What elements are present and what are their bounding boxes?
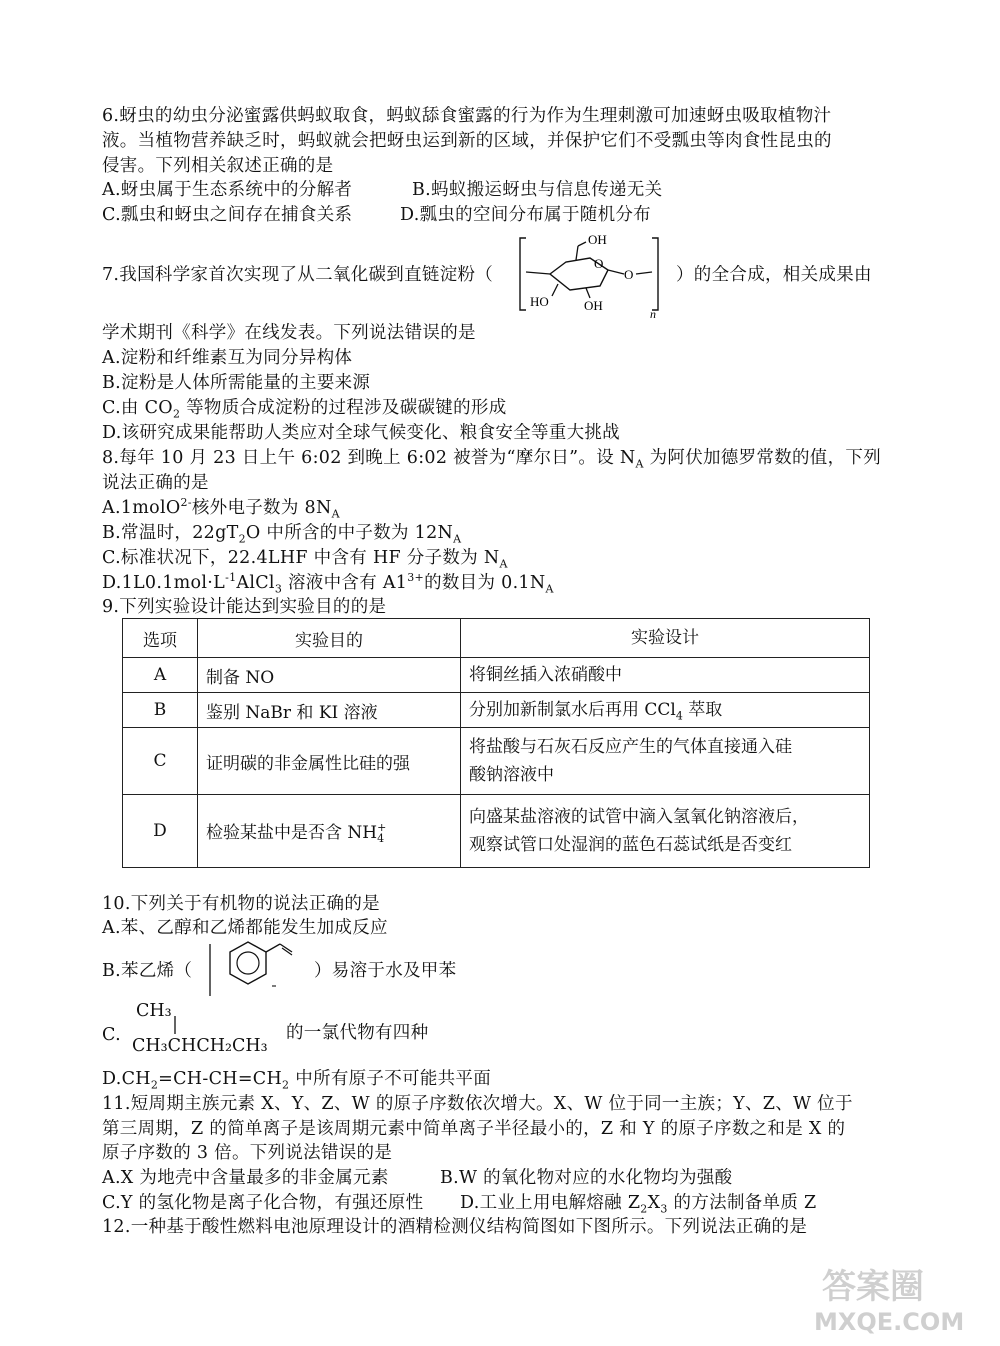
watermark-logo	[808, 1256, 978, 1336]
row-d-key: D	[123, 795, 198, 868]
oh-top-label: OH	[588, 232, 607, 247]
q10-option-d: $D.CH_2=CH-CH=CH_2$ 中所有原子不可能共平面	[102, 1069, 492, 1092]
q11-option-a: A.X 为地壳中含量最多的非金属元素	[102, 1168, 389, 1188]
row-b-design: 分别加新制氯水后再用 CCl$_4$ 萃取	[461, 693, 870, 728]
table-row	[123, 658, 870, 693]
header-goal: 实验目的	[198, 619, 461, 658]
q6-line-1: 6.蚜虫的幼虫分泌蜜露供蚂蚁取食，蚂蚁舔食蜜露的行为作为生理刺激可加速蚜虫吸取植物汁	[102, 106, 832, 126]
q7-option-c: C.由 $CO_2$ 等物质合成淀粉的过程涉及碳碳键的形成	[102, 398, 507, 421]
isopentane-ch3: CH₃	[136, 1001, 172, 1021]
q11-option-b: B.W 的氧化物对应的水化物均为强酸	[440, 1168, 733, 1188]
oh-right-label: OH	[584, 298, 603, 313]
q10-stem: 10.下列关于有机物的说法正确的是	[102, 894, 380, 914]
q11-line-3: 原子序数的 3 倍。下列说法错误的是	[102, 1143, 393, 1163]
row-d-goal: 检验某盐中是否含 NH + 4	[198, 795, 461, 868]
q8-line-2: 说法正确的是	[102, 473, 209, 493]
link-o-label: O	[624, 267, 634, 282]
q7-stem-before: 7.我国科学家首次实现了从二氧化碳到直链淀粉（	[102, 265, 494, 285]
table-row	[123, 795, 870, 868]
q8-option-c: C.标准状况下，22.4LHF 中含有 HF 分子数为 $N_A$	[102, 548, 508, 571]
row-c-goal: 证明碳的非金属性比硅的强	[198, 728, 461, 795]
q11-line-1: 11.短周期主族元素 X、Y、Z、W 的原子序数依次增大。X、W 位于同一主族；Y、Z、W 位于	[102, 1094, 853, 1114]
experiment-table	[122, 618, 870, 868]
watermark-bottom-text: MXQE.COM	[814, 1308, 965, 1336]
isopentane-bond	[170, 1016, 180, 1034]
ho-left-label: HO	[530, 294, 549, 309]
row-a-goal: 制备 NO	[198, 658, 461, 693]
row-a-key: A	[123, 658, 198, 693]
q8-option-d: $D.1L0.1mol\cdot L^{-1}AlCl_3$ 溶液中含有 $A1^{3+}$的数目为 $0.1N_A$	[102, 571, 554, 596]
q9-stem: 9.下列实验设计能达到实验目的的是	[102, 597, 387, 617]
table-row	[123, 693, 870, 728]
row-a-design: 将铜丝插入浓硝酸中	[461, 658, 870, 693]
isopentane-chain: CH₃CHCH₂CH₃	[132, 1036, 268, 1056]
q7-option-d: D.该研究成果能帮助人类应对全球气候变化、粮食安全等重大挑战	[102, 423, 620, 443]
header-option: 选项	[123, 619, 198, 658]
q6-option-b: B.蚂蚁搬运蚜虫与信息传递无关	[412, 180, 663, 200]
q7-option-a: A.淀粉和纤维素互为同分异构体	[102, 348, 353, 368]
q12-stem: 12.一种基于酸性燃料电池原理设计的酒精检测仪结构简图如下图所示。下列说法正确的是	[102, 1217, 808, 1237]
q10-option-a: A.苯、乙醇和乙烯都能发生加成反应	[102, 918, 388, 938]
q10-option-c-post: 的一氯代物有四种	[286, 1023, 429, 1043]
styrene-structure-diagram	[196, 938, 306, 1002]
header-design: 实验设计	[461, 619, 870, 658]
q8-option-b: B.常温时，$22gT_2O$ 中所含的中子数为 $12N_A$	[102, 523, 462, 546]
q10-option-b-pre: B.苯乙烯（	[102, 961, 193, 981]
ring-o-label: O	[594, 256, 604, 271]
q11-line-2: 第三周期，Z 的简单离子是该周期元素中简单离子半径最小的，Z 和 Y 的原子序数之和是 X 的	[102, 1119, 846, 1139]
starch-structure-diagram	[516, 228, 664, 320]
q8-line-1: 8.每年 10 月 23 日上午 6:02 到晚上 6:02 被誉为“摩尔日”。设 $N_A$ 为阿伏加德罗常数的值，下列	[102, 448, 882, 471]
q6-option-a: A.蚜虫属于生态系统中的分解者	[102, 180, 353, 200]
q10-option-c-label: C.	[102, 1025, 121, 1045]
repeat-n-label: n	[650, 307, 656, 320]
watermark-top-text: 答案圈	[822, 1267, 924, 1307]
table-header-row	[123, 619, 870, 658]
q8-option-a: A.1molO$^{2-}$核外电子数为 $8N_A$	[102, 496, 340, 521]
q7-stem-after: ）的全合成，相关成果由	[676, 265, 872, 285]
row-c-key: C	[123, 728, 198, 795]
table-row	[123, 728, 870, 795]
q11-option-c: C.Y 的氢化物是离子化合物，有强还原性	[102, 1193, 424, 1213]
q7-option-b: B.淀粉是人体所需能量的主要来源	[102, 373, 371, 393]
q6-option-d: D.瓢虫的空间分布属于随机分布	[400, 205, 651, 225]
q6-line-3: 侵害。下列相关叙述正确的是	[102, 156, 334, 176]
row-c-design: 将盐酸与石灰石反应产生的气体直接通入硅 酸钠溶液中	[461, 728, 870, 795]
q11-option-d: D.工业上用电解熔融 $Z_2X_3$ 的方法制备单质 Z	[460, 1193, 817, 1216]
row-b-goal: 鉴别 NaBr 和 KI 溶液	[198, 693, 461, 728]
q7-line-2: 学术期刊《科学》在线发表。下列说法错误的是	[102, 323, 476, 343]
q10-option-b-post: ）易溶于水及甲苯	[314, 961, 457, 981]
row-b-key: B	[123, 693, 198, 728]
q6-line-2: 液。当植物营养缺乏时，蚂蚁就会把蚜虫运到新的区域，并保护它们不受瓢虫等肉食性昆虫的	[102, 131, 832, 151]
q6-option-c: C.瓢虫和蚜虫之间存在捕食关系	[102, 205, 353, 225]
row-d-design: 向盛某盐溶液的试管中滴入氢氧化钠溶液后， 观察试管口处湿润的蓝色石蕊试纸是否变红	[461, 795, 870, 868]
